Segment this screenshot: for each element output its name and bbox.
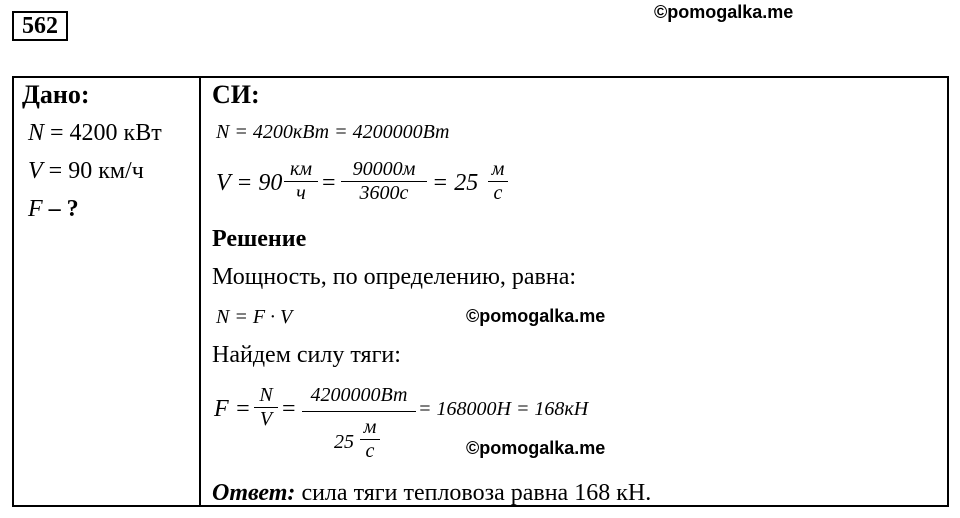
watermark-top: ©pomogalka.me <box>654 2 794 22</box>
equals-sign: = <box>322 170 336 196</box>
given-line-power <box>28 120 162 147</box>
fraction-big-numerator: 4200000Вт <box>310 384 408 406</box>
si-speed-lhs: V = 90 <box>216 170 283 196</box>
fraction-m-s-small <box>360 416 380 463</box>
fraction-denominator: 3600с <box>359 182 409 204</box>
column-divider <box>199 78 201 505</box>
fraction-big-bar <box>302 411 416 412</box>
fraction-km-h <box>284 158 318 205</box>
fraction-n-v <box>254 384 278 431</box>
fraction-m-s <box>488 158 508 205</box>
solution-text-power: Мощность, по определению, равна: <box>212 264 577 290</box>
given-header: Дано: <box>22 80 90 109</box>
fraction-big-den-coef: 25 <box>334 431 354 453</box>
fraction-denominator: V <box>259 408 273 430</box>
fraction-denominator: ч <box>296 182 306 204</box>
si-speed-rhs: = 25 <box>432 170 479 196</box>
si-header: СИ: <box>212 80 260 109</box>
solution-header: Решение <box>212 226 307 252</box>
formula-force-lhs: F = <box>214 396 251 422</box>
solution-text-force: Найдем силу тяги: <box>212 342 401 368</box>
watermark-middle: ©pomogalka.me <box>466 306 606 326</box>
answer-label: Ответ: <box>212 480 296 506</box>
problem-number: 562 <box>12 11 68 41</box>
given-line-force <box>28 196 79 223</box>
given-value: – ? <box>42 196 79 222</box>
given-value: = 4200 кВт <box>44 120 162 146</box>
fraction-numerator: 90000м <box>352 158 416 180</box>
given-value: = 90 км/ч <box>42 158 144 184</box>
given-var: F <box>28 196 43 222</box>
watermark-lower: ©pomogalka.me <box>466 438 606 458</box>
given-var: N <box>28 120 45 146</box>
fraction-denominator: с <box>365 440 375 462</box>
answer-text: сила тяги тепловоза равна 168 кН. <box>295 480 652 506</box>
fraction-numerator: м <box>363 416 377 438</box>
si-power-conversion: N = 4200кВт = 4200000Вт <box>216 121 450 143</box>
answer-line <box>212 480 651 507</box>
fraction-numerator: м <box>491 158 505 180</box>
fraction-denominator: с <box>493 182 503 204</box>
given-line-speed <box>28 158 144 185</box>
formula-power: N = F · V <box>216 306 293 328</box>
fraction-90000m-3600s <box>341 158 427 205</box>
given-var: V <box>28 158 43 184</box>
equals-sign: = <box>282 396 296 422</box>
fraction-numerator: N <box>259 384 273 406</box>
fraction-numerator: км <box>289 158 313 180</box>
formula-force-rhs: = 168000Н = 168кН <box>418 398 589 420</box>
